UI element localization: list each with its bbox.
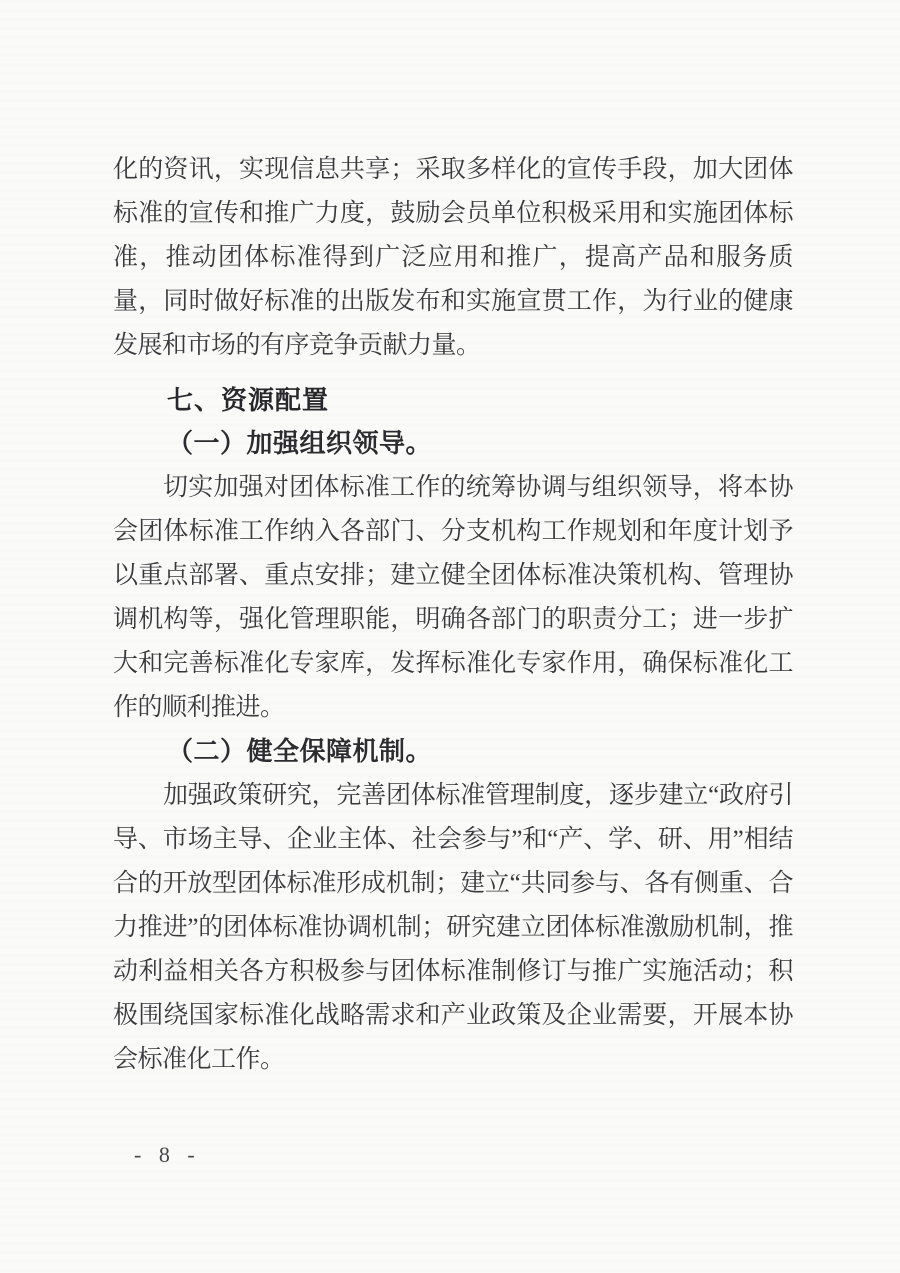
page-number: - 8 - [134, 1142, 201, 1167]
section-heading: 七、资源配置 [167, 385, 330, 415]
paragraph-2: 加强政策研究，完善团体标准管理制度，逐步建立“政府引导、市场主导、企业主体、社会参与”和“产、学、研、用”相结合的开放型团体标准形成机制；建立“共同参与、各有侧重、合力推进”的团体标准协调机制；研究建立团体标准激励机制，推动利益相关各方积极参与团体标准制修订与推广实施活动；积极围绕国家标准化战略需求和产业政策及企业需要，开展本协会标准化工作。 [113, 782, 793, 1073]
subsection-heading-2: （二）健全保障机制。 [167, 737, 433, 766]
paragraph-1: 切实加强对团体标准工作的统筹协调与组织领导，将本协会团体标准工作纳入各部门、分支机构工作规划和年度计划予以重点部署、重点安排；建立健全团体标准决策机构、管理协调机构等，强化管理职能，明确各部门的职责分工；进一步扩大和完善标准化专家库，发挥标准化专家作用，确保标准化工作的顺利推进。 [113, 474, 793, 721]
subsection-heading-1: （一）加强组织领导。 [167, 429, 433, 458]
document-body [113, 148, 793, 1082]
paragraph-continuation: 化的资讯，实现信息共享；采取多样化的宣传手段，加大团体标准的宣传和推广力度，鼓励会员单位积极采用和实施团体标准，推动团体标准得到广泛应用和推广，提高产品和服务质量，同时做好标准的出版发布和实施宣贯工作，为行业的健康发展和市场的有序竞争贡献力量。 [113, 156, 793, 359]
